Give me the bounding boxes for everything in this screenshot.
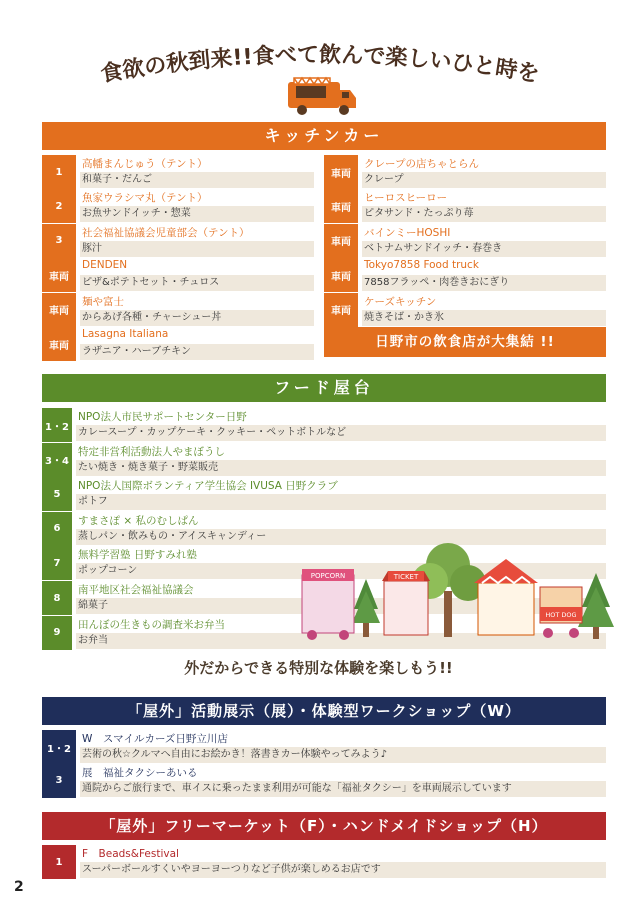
headline-text: 食欲の秋到来!!食べて飲んで楽しいひと時を [98, 42, 542, 88]
list-item [42, 189, 314, 223]
list-item [324, 293, 606, 327]
hotdog-sign: HOT DOG [545, 611, 577, 619]
item-description: 和菓子・だんご [80, 172, 314, 188]
item-number-badge: 8 [42, 581, 72, 615]
item-description: 芸術の秋☆クルマへ自由にお絵かき！落書きカー体験やってみよう♪ [80, 747, 606, 763]
item-name: ケーズキッチン [364, 295, 437, 308]
item-name: 南平地区社会福祉協議会 [78, 584, 194, 596]
list-item [42, 224, 314, 258]
item-description: 焼きそば・かき氷 [362, 310, 606, 326]
item-name: NPO法人市民サポートセンター日野 [78, 411, 247, 423]
item-name: F Beads&Festival [82, 848, 179, 860]
item-description: カレースープ・カップケーキ・クッキー・ペットボトルなど [76, 425, 606, 441]
list-item [42, 408, 606, 442]
item-name: 展 福祉タクシーあいる [82, 766, 198, 779]
item-number-badge: 車両 [324, 258, 358, 292]
item-name: DENDEN [82, 259, 128, 272]
item-description: スーパーボールすくいやヨーヨーつりなど子供が楽しめるお店です [80, 862, 606, 878]
item-description: お弁当 [76, 633, 606, 649]
item-description: ポップコーン [76, 563, 606, 579]
item-name: バインミーHOSHI [364, 226, 451, 239]
item-name: Tokyo7858 Food truck [364, 259, 479, 272]
item-name: 社会福祉協議会児童部会（テント） [82, 226, 250, 239]
list-item [324, 224, 606, 258]
item-number-badge: 車両 [42, 327, 76, 361]
item-number-badge: 3・4 [42, 443, 72, 477]
item-description: 蒸しパン・飲みもの・アイスキャンディー [76, 529, 606, 545]
item-name: 魚家ウラシマ丸（テント） [82, 192, 208, 205]
list-item [42, 512, 606, 546]
item-name: ヒーロスヒーロー [364, 192, 448, 205]
list-item [324, 258, 606, 292]
kitchen-car-title: キッチンカー [42, 122, 606, 150]
item-number-badge: 3 [42, 224, 76, 258]
item-name: W スマイルカーズ日野立川店 [82, 733, 228, 745]
list-item [42, 443, 606, 477]
item-description: ポトフ [76, 494, 606, 510]
item-name: 田んぼの生きもの調査米お弁当 [78, 618, 225, 631]
item-number-badge: 3 [42, 764, 76, 798]
item-description: ラザニア・ハーブチキン [80, 344, 314, 360]
item-number-badge: 車両 [42, 258, 76, 292]
food-stall-title: フード屋台 [42, 374, 606, 402]
item-number-badge: 1・2 [42, 730, 76, 764]
page-number: 2 [14, 879, 24, 895]
list-item [42, 730, 606, 764]
gather-banner: 日野市の飲食店が大集結 !! [324, 327, 606, 357]
item-name: クレープの店ちゃとらん [364, 158, 479, 170]
outdoor-subtitle: 外だからできる特別な体験を楽しもう!! [184, 659, 453, 677]
item-number-badge: 9 [42, 616, 72, 650]
item-name: 麺や富士 [82, 295, 124, 308]
food-stall-illustration [298, 543, 618, 643]
item-number-badge: 車両 [324, 189, 358, 223]
item-number-badge: 車両 [324, 155, 358, 189]
item-number-badge: 2 [42, 189, 76, 223]
item-number-badge: 1 [42, 155, 76, 189]
item-name: Lasagna Italiana [82, 328, 169, 340]
item-description: 通院からご旅行まで、車イスに乗ったまま利用が可能な「福祉タクシー」を車両展示しています [80, 781, 606, 797]
item-name: 特定非営利活動法人やまぼうし [78, 445, 225, 458]
ticket-sign: TICKET [393, 573, 419, 581]
list-item [324, 155, 606, 189]
list-item [324, 189, 606, 223]
item-number-badge: 6 [42, 512, 72, 546]
item-description: からあげ各種・チャーシュー丼 [80, 310, 314, 326]
item-description: 豚汁 [80, 241, 314, 257]
item-number-badge: 7 [42, 546, 72, 580]
item-description: 7858フラッペ・肉巻きおにぎり [362, 275, 606, 291]
list-item [42, 845, 606, 879]
popcorn-sign: POPCORN [310, 572, 346, 580]
item-description: お魚サンドイッチ・惣菜 [80, 206, 314, 222]
item-description: クレープ [362, 172, 606, 188]
item-name: すまさぽ × 私のむしぱん [78, 514, 199, 527]
item-description: ピザ&ポテトセット・チュロス [80, 275, 314, 291]
item-description: 綿菓子 [76, 598, 606, 614]
list-item [42, 258, 314, 292]
item-number-badge: 車両 [324, 224, 358, 258]
item-name: NPO法人国際ボランティア学生協会 IVUSA 日野クラブ [78, 480, 338, 493]
food-truck-icon [284, 70, 358, 118]
list-item [42, 327, 314, 361]
workshop-title: 「屋外」活動展示（展）・体験型ワークショップ（W） [42, 697, 606, 725]
item-description: ピタサンド・たっぷり苺 [362, 206, 606, 222]
item-number-badge: 車両 [42, 293, 76, 327]
list-item [42, 764, 606, 798]
item-number-badge: 1 [42, 845, 76, 879]
list-item [42, 155, 314, 189]
list-item [42, 477, 606, 511]
item-description: たい焼き・焼き菓子・野菜販売 [76, 460, 606, 476]
item-number-badge: 5 [42, 477, 72, 511]
market-title: 「屋外」フリーマーケット（F）・ハンドメイドショップ（H） [42, 812, 606, 840]
item-name: 高幡まんじゅう（テント） [82, 158, 208, 170]
list-item [42, 293, 314, 327]
item-name: 無料学習塾 日野すみれ塾 [78, 549, 197, 562]
item-number-badge: 1・2 [42, 408, 72, 442]
item-description: ベトナムサンドイッチ・春巻き [362, 241, 606, 257]
item-number-badge: 車両 [324, 293, 358, 327]
